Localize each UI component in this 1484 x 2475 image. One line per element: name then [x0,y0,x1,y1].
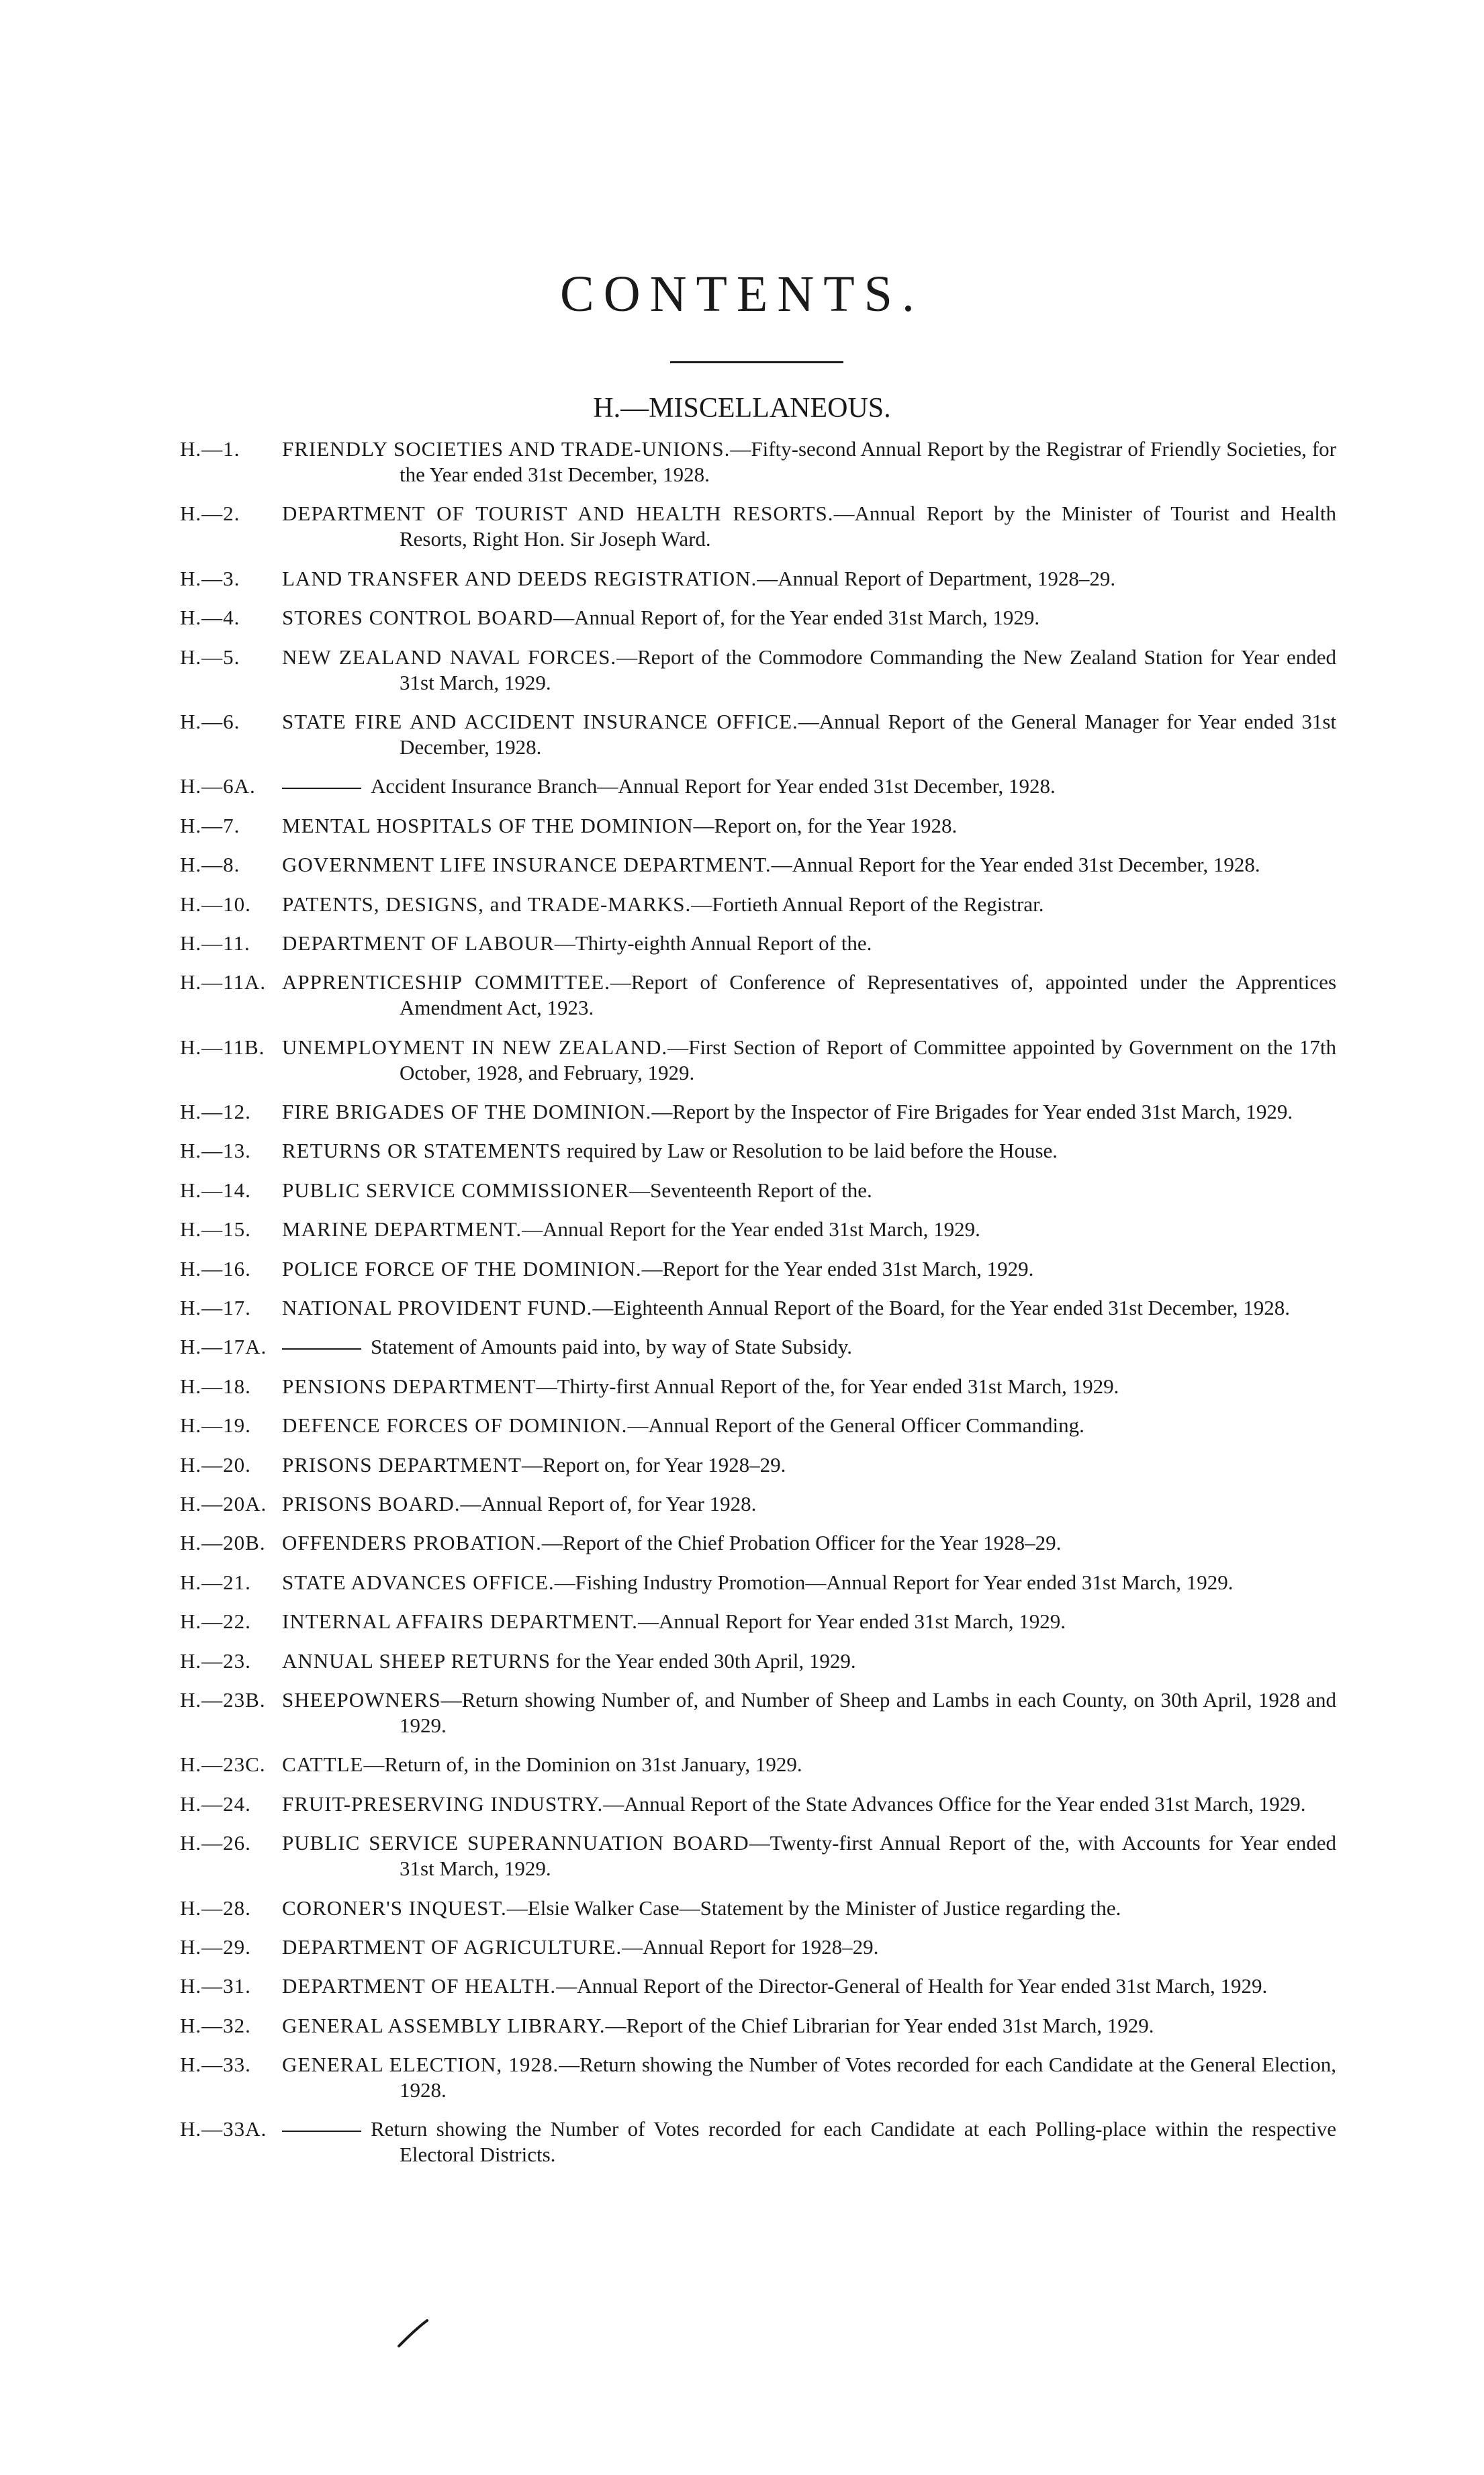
entry-description [282,2116,1336,2167]
entry-number: H.—13. [180,1139,251,1163]
entry-description [282,1830,1336,1881]
entry-description [282,1752,1336,1777]
entry-detail: —Return showing the Number of Votes recorded for each Candidate at the General Election, 1928. [400,2053,1337,2102]
entry-number: H.—2. [180,502,240,526]
entry-detail: required by Law or Resolution to be laid before the House. [561,1139,1058,1163]
contents-entry [0,970,1484,1021]
entry-heading: DEPARTMENT OF HEALTH. [282,1974,557,1998]
contents-entry [0,1099,1484,1125]
entry-description [282,1099,1336,1125]
entry-heading: POLICE FORCE OF THE DOMINION. [282,1256,642,1280]
entry-detail: —Annual Report of Department, 1928–29. [757,566,1116,590]
entry-detail: —Report of the Chief Probation Officer for the Year 1928–29. [541,1531,1062,1555]
entry-detail: —Fishing Industry Promotion—Annual Report for Year ended 31st March, 1929. [554,1570,1234,1594]
entry-heading: RETURNS OR STATEMENTS [282,1139,562,1163]
contents-entry [0,501,1484,552]
entry-description [282,1570,1336,1595]
entry-number: H.—33A. [180,2117,267,2141]
entry-heading: MARINE DEPARTMENT. [282,1217,522,1242]
entry-detail: —Annual Report of the General Manager for Year ended 31st December, 1928. [400,709,1336,759]
entry-number: H.—23B. [180,1687,266,1712]
entry-heading: CATTLE [282,1753,364,1777]
contents-entry [0,1609,1484,1634]
entry-description [282,1896,1336,1921]
entry-heading: PRISONS DEPARTMENT [282,1452,522,1477]
entry-description [282,2052,1336,2103]
entry-heading: FRIENDLY SOCIETIES AND TRADE-UNIONS. [282,437,731,461]
entry-heading: FIRE BRIGADES OF THE DOMINION. [282,1100,652,1124]
contents-entry [0,1452,1484,1478]
entry-detail: Statement of Amounts paid into, by way of State Subsidy. [371,1335,852,1359]
entry-detail: —Report of the Commodore Commanding the New Zealand Station for Year ended 31st March, 1929. [400,645,1336,694]
entry-description [282,1791,1336,1817]
entry-detail: —Report on, for Year 1928–29. [521,1452,786,1477]
entry-detail: —Fifty-second Annual Report by the Registrar of Friendly Societies, for the Year ended 31st December, 1928. [400,437,1337,486]
entry-heading: PUBLIC SERVICE COMMISSIONER [282,1178,630,1202]
entry-description [282,1687,1336,1738]
entry-description [282,709,1336,760]
contents-entry [0,709,1484,760]
entry-description [282,1295,1336,1321]
entry-number: H.—20A. [180,1491,267,1515]
entry-number: H.—5. [180,645,240,669]
entry-detail: —Annual Report of, for Year 1928. [460,1491,757,1515]
contents-entry [0,1791,1484,1817]
entry-description [282,1648,1336,1674]
contents-entry [0,1648,1484,1674]
entry-number: H.—29. [180,1934,251,1959]
section-heading: H.—MISCELLANEOUS. [593,393,891,424]
entry-number: H.—18. [180,1374,251,1398]
entry-detail: —Annual Report for 1928–29. [622,1934,879,1959]
ditto-dash [282,788,361,789]
entry-description [282,852,1336,878]
entry-description [282,436,1336,487]
entry-heading: CORONER'S INQUEST. [282,1896,507,1920]
entry-description [282,566,1336,592]
contents-entry [0,1035,1484,1086]
contents-entry [0,1374,1484,1399]
contents-entry [0,1934,1484,1960]
entry-number: H.—17. [180,1296,251,1320]
entry-number: H.—6A. [180,774,256,798]
entry-heading: STORES CONTROL BOARD [282,606,554,630]
contents-entry [0,566,1484,592]
contents-entry [0,931,1484,956]
entry-heading: DEPARTMENT OF TOURIST AND HEALTH RESORTS. [282,502,834,526]
entry-number: H.—21. [180,1570,251,1594]
entry-heading: PATENTS, DESIGNS, and TRADE-MARKS. [282,892,692,916]
entry-heading: UNEMPLOYMENT IN NEW ZEALAND. [282,1035,668,1059]
entry-heading: STATE FIRE AND ACCIDENT INSURANCE OFFICE. [282,709,798,733]
entry-description [282,1973,1336,1999]
contents-entry [0,1491,1484,1517]
entry-description [282,605,1336,631]
entry-number: H.—28. [180,1896,251,1920]
entry-number: H.—4. [180,606,240,630]
entry-heading: LAND TRANSFER AND DEEDS REGISTRATION. [282,566,757,590]
entry-number: H.—11A. [180,970,267,994]
entry-heading: GENERAL ASSEMBLY LIBRARY. [282,2013,606,2037]
contents-entry [0,1687,1484,1738]
entry-description [282,1609,1336,1634]
entry-number: H.—23. [180,1648,251,1673]
entry-number: H.—3. [180,566,240,590]
entry-detail: —Report on, for the Year 1928. [693,813,958,837]
contents-entry [0,605,1484,631]
entry-number: H.—11B. [180,1035,265,1059]
entry-description [282,1530,1336,1556]
ditto-dash [282,1348,361,1350]
entry-detail: —Annual Report for the Year ended 31st December, 1928. [771,853,1260,877]
entry-description [282,931,1336,956]
contents-entry [0,1138,1484,1164]
entry-number: H.—16. [180,1256,251,1280]
entry-description [282,892,1336,917]
entry-detail: for the Year ended 30th April, 1929. [551,1648,856,1673]
entry-detail: —Annual Report for the Year ended 31st March, 1929. [522,1217,980,1242]
entry-heading: DEPARTMENT OF LABOUR [282,931,555,955]
entry-description [282,1035,1336,1086]
entry-detail: —Annual Report of the Director-General of Health for Year ended 31st March, 1929. [556,1974,1268,1998]
entry-heading: FRUIT-PRESERVING INDUSTRY. [282,1791,604,1816]
contents-entry [0,852,1484,878]
entry-number: H.—23C. [180,1753,266,1777]
entry-number: H.—12. [180,1100,251,1124]
entry-detail: Return showing the Number of Votes recorded for each Candidate at each Polling-place within the respective Electoral Districts. [371,2117,1336,2167]
entry-detail: —Fortieth Annual Report of the Registrar. [691,892,1044,916]
entry-description [282,501,1336,552]
entry-heading: INTERNAL AFFAIRS DEPARTMENT. [282,1609,638,1634]
entry-number: H.—6. [180,709,240,733]
entry-heading: STATE ADVANCES OFFICE. [282,1570,555,1594]
contents-entry [0,436,1484,487]
entry-detail: —Annual Report of the State Advances Office for the Year ended 31st March, 1929. [603,1791,1306,1816]
entry-heading: GENERAL ELECTION, 1928. [282,2053,559,2077]
entry-heading: GOVERNMENT LIFE INSURANCE DEPARTMENT. [282,853,772,877]
contents-entry [0,2116,1484,2167]
title-rule [670,361,843,363]
entry-detail: —Twenty-first Annual Report of the, with Accounts for Year ended 31st March, 1929. [400,1831,1336,1881]
entry-number: H.—20. [180,1452,251,1477]
entry-number: H.—31. [180,1974,251,1998]
entry-description [282,1452,1336,1478]
entry-number: H.—22. [180,1609,251,1634]
contents-list [0,436,1484,2182]
entry-detail: —Annual Report by the Minister of Tourist and Health Resorts, Right Hon. Sir Joseph Ward. [400,502,1337,551]
contents-entry [0,1973,1484,1999]
entry-description [282,813,1336,839]
entry-description [282,1256,1336,1282]
entry-description [282,1178,1336,1203]
contents-entry [0,1752,1484,1777]
entry-description [282,1491,1336,1517]
entry-detail: —Thirty-eighth Annual Report of the. [554,931,872,955]
entry-heading: DEFENCE FORCES OF DOMINION. [282,1413,628,1438]
entry-heading: APPRENTICESHIP COMMITTEE. [282,970,610,994]
contents-entry [0,1830,1484,1881]
entry-heading: PRISONS BOARD. [282,1491,461,1515]
entry-detail: —Annual Report of the General Officer Commanding. [627,1413,1084,1438]
contents-entry [0,645,1484,696]
contents-entry [0,1530,1484,1556]
entry-detail: —Report for the Year ended 31st March, 1929. [641,1256,1034,1280]
entry-number: H.—19. [180,1413,251,1438]
contents-entry [0,2013,1484,2039]
entry-heading: SHEEPOWNERS [282,1687,441,1712]
entry-description [282,1413,1336,1438]
contents-entry [0,1217,1484,1242]
contents-entry [0,1334,1484,1360]
entry-number: H.—15. [180,1217,251,1242]
entry-number: H.—11. [180,931,250,955]
pen-mark-icon [396,2318,430,2349]
entry-number: H.—24. [180,1791,251,1816]
entry-heading: MENTAL HOSPITALS OF THE DOMINION [282,813,694,837]
contents-entry [0,1256,1484,1282]
entry-detail: —Eighteenth Annual Report of the Board, for the Year ended 31st December, 1928. [592,1296,1291,1320]
entry-description [282,1334,1336,1360]
entry-description [282,1934,1336,1960]
entry-number: H.—14. [180,1178,251,1202]
entry-detail: —Return of, in the Dominion on 31st January, 1929. [363,1753,802,1777]
entry-heading: PUBLIC SERVICE SUPERANNUATION BOARD [282,1831,749,1855]
entry-number: H.—20B. [180,1531,266,1555]
entry-number: H.—32. [180,2013,251,2037]
entry-description [282,1217,1336,1242]
entry-description [282,645,1336,696]
contents-entry [0,1570,1484,1595]
entry-detail: —Report of the Chief Librarian for Year ended 31st March, 1929. [605,2013,1154,2037]
entry-number: H.—10. [180,892,251,916]
entry-detail: —Annual Report for Year ended 31st March, 1929. [637,1609,1066,1634]
ditto-dash [282,2131,361,2132]
entry-heading: NATIONAL PROVIDENT FUND. [282,1296,593,1320]
entry-description [282,1374,1336,1399]
entry-detail: —First Section of Report of Committee appointed by Government on the 17th October, 1928, and February, 1929. [400,1035,1336,1084]
entry-heading: OFFENDERS PROBATION. [282,1531,542,1555]
contents-entry [0,774,1484,799]
page-title: CONTENTS. [560,266,924,322]
entry-number: H.—8. [180,853,240,877]
entry-description [282,2013,1336,2039]
entry-description [282,1138,1336,1164]
entry-detail: —Report by the Inspector of Fire Brigades for Year ended 31st March, 1929. [651,1100,1293,1124]
entry-detail: —Annual Report of, for the Year ended 31st March, 1929. [553,606,1040,630]
entry-detail: —Thirty-first Annual Report of the, for Year ended 31st March, 1929. [536,1374,1119,1398]
entry-detail: —Elsie Walker Case—Statement by the Minister of Justice regarding the. [506,1896,1121,1920]
contents-entry [0,1896,1484,1921]
entry-detail: —Seventeenth Report of the. [629,1178,872,1202]
contents-entry [0,1295,1484,1321]
entry-detail: Accident Insurance Branch—Annual Report for Year ended 31st December, 1928. [371,774,1056,798]
entry-heading: DEPARTMENT OF AGRICULTURE. [282,1934,622,1959]
entry-detail: —Report of Conference of Representatives of, appointed under the Apprentices Amendment Act, 1923. [400,970,1337,1020]
entry-heading: PENSIONS DEPARTMENT [282,1374,537,1398]
contents-entry [0,1178,1484,1203]
entry-number: H.—26. [180,1831,251,1855]
entry-number: H.—7. [180,813,240,837]
entry-description [282,970,1336,1021]
contents-entry [0,813,1484,839]
entry-heading: NEW ZEALAND NAVAL FORCES. [282,645,617,669]
entry-number: H.—17A. [180,1335,267,1359]
contents-entry [0,1413,1484,1438]
entry-number: H.—1. [180,437,240,461]
contents-entry [0,892,1484,917]
entry-number: H.—33. [180,2053,251,2077]
contents-entry [0,2052,1484,2103]
entry-heading: ANNUAL SHEEP RETURNS [282,1648,551,1673]
entry-description [282,774,1336,799]
entry-detail: —Return showing Number of, and Number of Sheep and Lambs in each County, on 30th April, 1928 and 1929. [400,1687,1336,1737]
